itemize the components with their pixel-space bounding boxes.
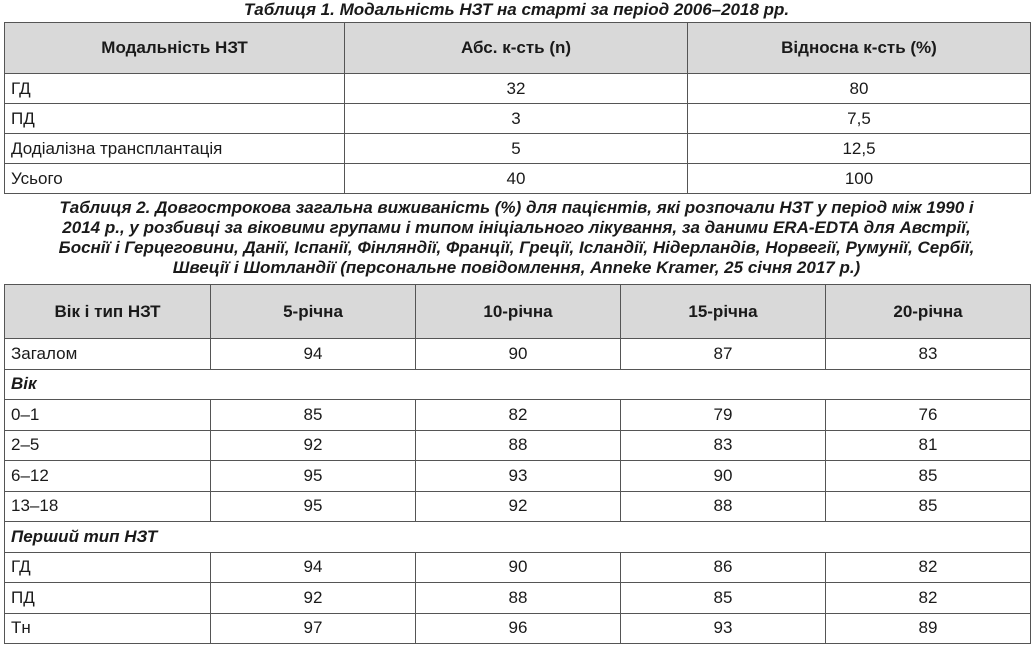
table-row [5, 104, 1031, 134]
table2-caption [0, 198, 1033, 284]
row-label: 6–12 [5, 461, 211, 492]
caption-line: Таблиця 2. Довгострокова загальна виживаність (%) для пацієнтів, які розпочали НЗТ у період між 1990 і [59, 198, 974, 217]
table-row-overall [5, 339, 1031, 370]
table-row [5, 74, 1031, 104]
column-header-20yr: 20-річна [826, 285, 1031, 339]
table-cell: 93 [621, 613, 826, 644]
column-header-abs-count: Абс. к-сть (n) [345, 23, 688, 74]
table1-caption: Таблиця 1. Модальність НЗТ на старті за період 2006–2018 рр. [243, 0, 790, 19]
table-row [5, 164, 1031, 194]
column-header-15yr: 15-річна [621, 285, 826, 339]
row-label: Загалом [5, 339, 211, 370]
table-row [5, 134, 1031, 164]
table-cell: 76 [826, 400, 1031, 431]
row-label: 0–1 [5, 400, 211, 431]
table-row [5, 430, 1031, 461]
table-cell: 95 [211, 491, 416, 522]
table-cell: 85 [621, 583, 826, 614]
table-cell: 82 [826, 583, 1031, 614]
column-header-age-type: Вік і тип НЗТ [5, 285, 211, 339]
table-cell: 86 [621, 552, 826, 583]
table-cell: 95 [211, 461, 416, 492]
caption-line: Боснії і Герцеговини, Данії, Іспанії, Фінляндії, Франції, Греції, Ісландії, Нідерландів, Норвегії, Румунії, Сербії, [58, 238, 975, 257]
row-label: 2–5 [5, 430, 211, 461]
column-header-modality: Модальність НЗТ [5, 23, 345, 74]
row-label: ГД [5, 74, 345, 104]
table-cell: 90 [416, 552, 621, 583]
table-cell: 87 [621, 339, 826, 370]
table-row [5, 552, 1031, 583]
table-cell: 93 [416, 461, 621, 492]
column-header-10yr: 10-річна [416, 285, 621, 339]
table-cell: 92 [416, 491, 621, 522]
table-cell: 5 [345, 134, 688, 164]
row-label: Усього [5, 164, 345, 194]
row-label: ГД [5, 552, 211, 583]
table-cell: 89 [826, 613, 1031, 644]
column-header-5yr: 5-річна [211, 285, 416, 339]
table-cell: 80 [688, 74, 1031, 104]
table-header-row [5, 23, 1031, 74]
table-cell: 32 [345, 74, 688, 104]
table-cell: 100 [688, 164, 1031, 194]
table-cell: 83 [826, 339, 1031, 370]
table-row [5, 583, 1031, 614]
table-cell: 96 [416, 613, 621, 644]
table-cell: 88 [416, 583, 621, 614]
modality-table [4, 22, 1031, 194]
table-cell: 82 [826, 552, 1031, 583]
row-label: 13–18 [5, 491, 211, 522]
table-cell: 88 [621, 491, 826, 522]
group-heading: Перший тип НЗТ [5, 522, 1031, 553]
table-cell: 94 [211, 552, 416, 583]
table-cell: 12,5 [688, 134, 1031, 164]
table-cell: 7,5 [688, 104, 1031, 134]
table-cell: 88 [416, 430, 621, 461]
table-cell: 79 [621, 400, 826, 431]
caption-line: Швеції і Шотландії (персональне повідомлення, Anneke Kramer, 25 січня 2017 р.) [172, 258, 861, 277]
table-cell: 3 [345, 104, 688, 134]
table-cell: 82 [416, 400, 621, 431]
table-cell: 40 [345, 164, 688, 194]
table-row [5, 400, 1031, 431]
table-row [5, 491, 1031, 522]
table-cell: 81 [826, 430, 1031, 461]
survival-table [4, 284, 1031, 644]
caption-line: 2014 р., у розбивці за віковими групами і типом ініціального лікування, за даними ERA-EDTA для Австрії, [62, 218, 971, 237]
table-cell: 94 [211, 339, 416, 370]
row-label: ПД [5, 583, 211, 614]
table-cell: 97 [211, 613, 416, 644]
table-cell: 85 [826, 461, 1031, 492]
column-header-rel-count: Відносна к-сть (%) [688, 23, 1031, 74]
table-row [5, 461, 1031, 492]
table-row [5, 613, 1031, 644]
row-label: Тн [5, 613, 211, 644]
table-header-row [5, 285, 1031, 339]
row-label: Додіалізна трансплантація [5, 134, 345, 164]
table-cell: 85 [211, 400, 416, 431]
group-row-type [5, 522, 1031, 553]
table-cell: 90 [621, 461, 826, 492]
table-cell: 90 [416, 339, 621, 370]
table-cell: 83 [621, 430, 826, 461]
group-row-age [5, 369, 1031, 400]
table-cell: 85 [826, 491, 1031, 522]
table-cell: 92 [211, 583, 416, 614]
group-heading: Вік [5, 369, 1031, 400]
row-label: ПД [5, 104, 345, 134]
table-cell: 92 [211, 430, 416, 461]
